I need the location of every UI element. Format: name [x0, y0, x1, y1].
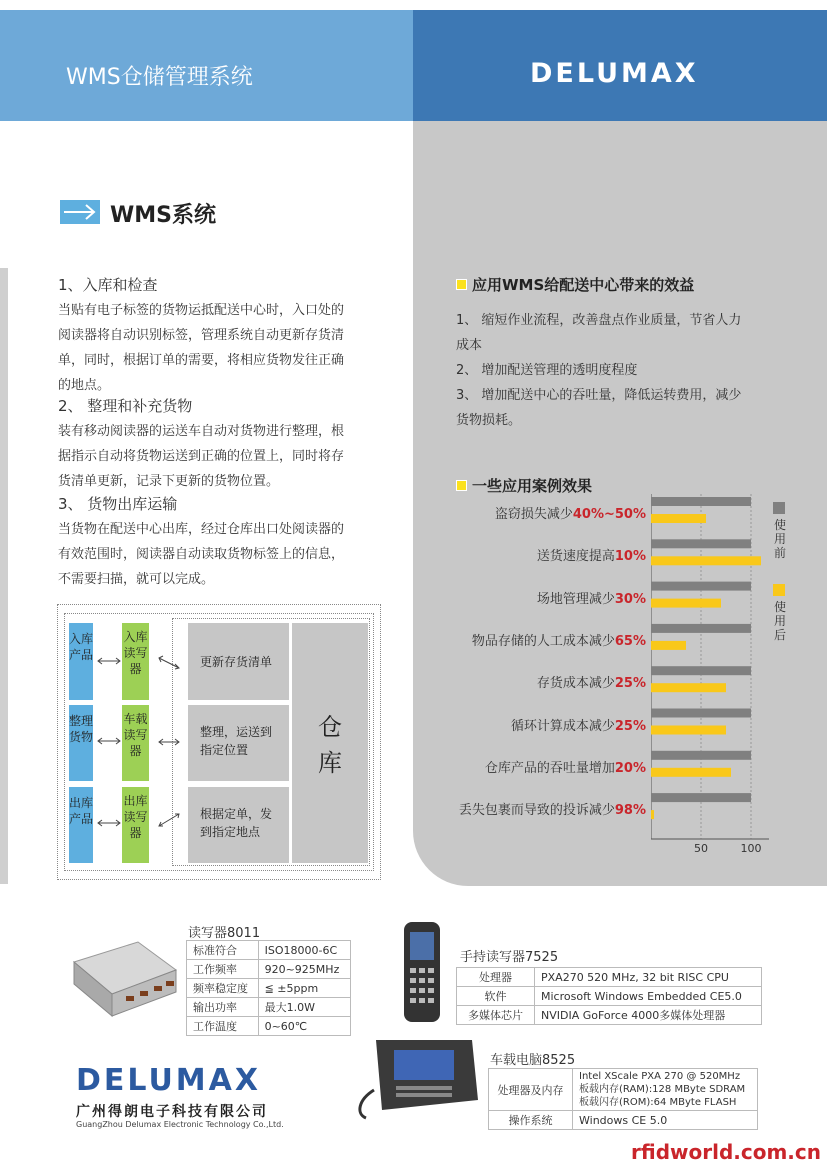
legend-swatch-after	[773, 584, 785, 596]
vehicle-computer-image	[352, 1030, 482, 1122]
category-percent: 20%	[614, 760, 646, 776]
text-line: 1、 缩短作业流程，改善盘点作业质量，节省人力	[456, 313, 742, 328]
product-name-vehicle: 车载电脑8525	[490, 1053, 576, 1068]
category-label	[537, 672, 646, 691]
category-text: 循环计算成本减少	[510, 718, 615, 734]
spec-table-vehicle	[488, 1068, 758, 1130]
company-name-en: GuangZhou Delumax Electronic Technology Co.,Ltd.	[76, 1120, 284, 1129]
table-row	[187, 941, 351, 960]
table-row	[457, 1006, 762, 1025]
bar-before	[651, 666, 751, 675]
bar-before	[651, 539, 751, 548]
bar-before	[651, 709, 751, 718]
benefits-title: 应用WMS给配送中心带来的效益	[472, 276, 695, 294]
spec-value: NVIDIA GoForce 4000多媒体处理器	[535, 1006, 762, 1025]
bar-before	[651, 793, 751, 802]
para-sorting	[58, 419, 388, 494]
flow-box-outbound: 出库产品	[69, 787, 93, 863]
bar-before	[651, 497, 751, 506]
spec-table-reader	[186, 940, 351, 1036]
flow-box-inbound: 入库产品	[69, 623, 93, 700]
legend-swatch-before	[773, 502, 785, 514]
spec-value: 920~925MHz	[258, 960, 350, 979]
bar-before	[651, 751, 751, 760]
watermark-url: rfidworld.com.cn	[631, 1140, 821, 1164]
spec-value: Windows CE 5.0	[573, 1111, 758, 1130]
bullet-square-icon	[456, 279, 467, 290]
table-row	[489, 1111, 758, 1130]
left-strip	[0, 268, 8, 884]
flow-step-update: 更新存货清单	[188, 623, 289, 700]
benefits-list	[456, 308, 796, 433]
category-label	[472, 630, 646, 649]
text-line: 的地点。	[58, 378, 111, 393]
bar-after	[651, 641, 686, 650]
section-title: WMS系统	[110, 203, 217, 228]
flow-box-sorting: 整理货物	[69, 705, 93, 781]
flow-warehouse: 仓 库	[292, 623, 368, 863]
spec-key: 频率稳定度	[187, 979, 259, 998]
spec-key: 多媒体芯片	[457, 1006, 535, 1025]
category-percent: 65%	[614, 633, 646, 649]
spec-value: Microsoft Windows Embedded CE5.0	[535, 987, 762, 1006]
page-title: WMS仓储管理系统	[66, 65, 253, 90]
flow-reader-outbound: 出库读写器	[122, 787, 149, 863]
table-row	[457, 987, 762, 1006]
product-name-reader: 读写器8011	[188, 926, 261, 941]
category-percent: 10%	[614, 549, 646, 565]
spec-key: 工作频率	[187, 960, 259, 979]
bar-after	[651, 514, 706, 523]
text-line: 3、 增加配送中心的吞吐量，降低运转费用，减少	[456, 388, 742, 403]
category-label	[459, 799, 646, 818]
heading-inbound: 1、入库和检查	[58, 276, 158, 294]
text-line: 阅读器将自动识别标签，管理系统自动更新存货清	[58, 328, 345, 343]
bar-after	[651, 810, 654, 819]
category-text: 盗窃损失减少	[494, 507, 573, 522]
spec-key: 操作系统	[489, 1111, 573, 1130]
legend-before: 使 用 前	[774, 518, 787, 560]
table-row	[489, 1069, 758, 1111]
text-line: 单，同时，根据订单的需要，将相应货物发往正确	[58, 353, 345, 368]
company-name: 广州得朗电子科技有限公司	[76, 1104, 268, 1120]
text-line: 不需要扫描，就可以完成。	[58, 572, 215, 587]
bar-after	[651, 726, 726, 735]
category-label	[495, 503, 646, 522]
bullet-square-icon	[456, 480, 467, 491]
para-inbound	[58, 298, 388, 398]
category-text: 物品存储的人工成本减少	[471, 633, 615, 649]
text-line: 装有移动阅读器的运送车自动对货物进行整理，根	[58, 424, 345, 439]
spec-value: Intel XScale PXA 270 @ 520MHz 板载内存(RAM):128 MByte SDRAM 板载闪存(ROM):64 MByte FLASH	[573, 1069, 758, 1111]
text-line: 成本	[456, 338, 483, 353]
category-label	[485, 757, 646, 776]
spec-key: 软件	[457, 987, 535, 1006]
product-name-handheld: 手持读写器7525	[460, 950, 559, 965]
text-line: 有效范围时，阅读器自动读取货物标签上的信息，	[58, 547, 345, 562]
bar-after	[651, 599, 721, 608]
heading-outbound: 3、 货物出库运输	[58, 495, 178, 513]
x-tick-label: 50	[694, 842, 708, 854]
arrow-icon	[60, 200, 100, 224]
text-line: 当贴有电子标签的货物运抵配送中心时，入口处的	[58, 303, 345, 318]
spec-key: 处理器及内存	[489, 1069, 573, 1111]
reader-device-image	[68, 922, 180, 1022]
brand-logo: DELUMAX	[530, 58, 699, 89]
text-line: 据指示自动将货物运送到正确的位置上，同时将存	[58, 449, 345, 464]
cases-title: 一些应用案例效果	[472, 477, 593, 495]
flow-step-sort: 整理，运送到 指定位置	[188, 705, 289, 781]
spec-value: ISO18000-6C	[258, 941, 350, 960]
bar-after	[651, 768, 731, 777]
legend-after: 使 用 后	[774, 600, 787, 642]
category-text: 丢失包裹而导致的投诉减少	[458, 803, 615, 819]
table-row	[457, 968, 762, 987]
chart-labels	[430, 494, 646, 834]
category-text: 存货成本减少	[536, 676, 615, 692]
table-row	[187, 979, 351, 998]
x-tick-label: 100	[740, 842, 762, 854]
category-percent: 40%~50%	[572, 507, 646, 522]
category-label	[537, 588, 646, 607]
spec-value: PXA270 520 MHz, 32 bit RISC CPU	[535, 968, 762, 987]
category-text: 场地管理减少	[536, 591, 615, 607]
heading-sorting: 2、 整理和补充货物	[58, 397, 193, 415]
bar-after	[651, 556, 761, 565]
flow-reader-inbound: 入库读写器	[122, 623, 149, 700]
spec-value: 0~60℃	[258, 1017, 350, 1036]
flow-arrows	[93, 620, 188, 870]
bar-chart	[651, 494, 771, 854]
category-percent: 25%	[614, 676, 646, 692]
category-percent: 30%	[614, 591, 646, 607]
table-row	[187, 998, 351, 1017]
category-text: 仓库产品的吞吐量增加	[484, 760, 615, 776]
table-row	[187, 960, 351, 979]
category-percent: 25%	[614, 718, 646, 734]
table-row	[187, 1017, 351, 1036]
text-line: 货物损耗。	[456, 413, 522, 428]
spec-key: 输出功率	[187, 998, 259, 1017]
spec-key: 工作温度	[187, 1017, 259, 1036]
footer-brand-logo: DELUMAX	[76, 1063, 262, 1098]
category-label	[511, 715, 646, 734]
para-outbound	[58, 517, 388, 592]
text-line: 当货物在配送中心出库，经过仓库出口处阅读器的	[58, 522, 345, 537]
spec-key: 处理器	[457, 968, 535, 987]
handheld-device-image	[400, 920, 444, 1024]
spec-value: 最大1.0W	[258, 998, 350, 1017]
spec-value: ≦ ±5ppm	[258, 979, 350, 998]
bar-before	[651, 582, 751, 591]
flow-reader-vehicle: 车载读写器	[122, 705, 149, 781]
spec-table-handheld	[456, 967, 762, 1025]
flow-step-ship: 根据定单，发 到指定地点	[188, 787, 289, 863]
category-percent: 98%	[614, 803, 646, 819]
category-text: 送货速度提高	[536, 549, 615, 565]
bar-after	[651, 683, 726, 692]
category-label	[537, 545, 646, 564]
bar-before	[651, 624, 751, 633]
spec-key: 标准符合	[187, 941, 259, 960]
text-line: 货清单更新，记录下更新的货物位置。	[58, 474, 280, 489]
text-line: 2、 增加配送管理的透明度程度	[456, 363, 638, 378]
